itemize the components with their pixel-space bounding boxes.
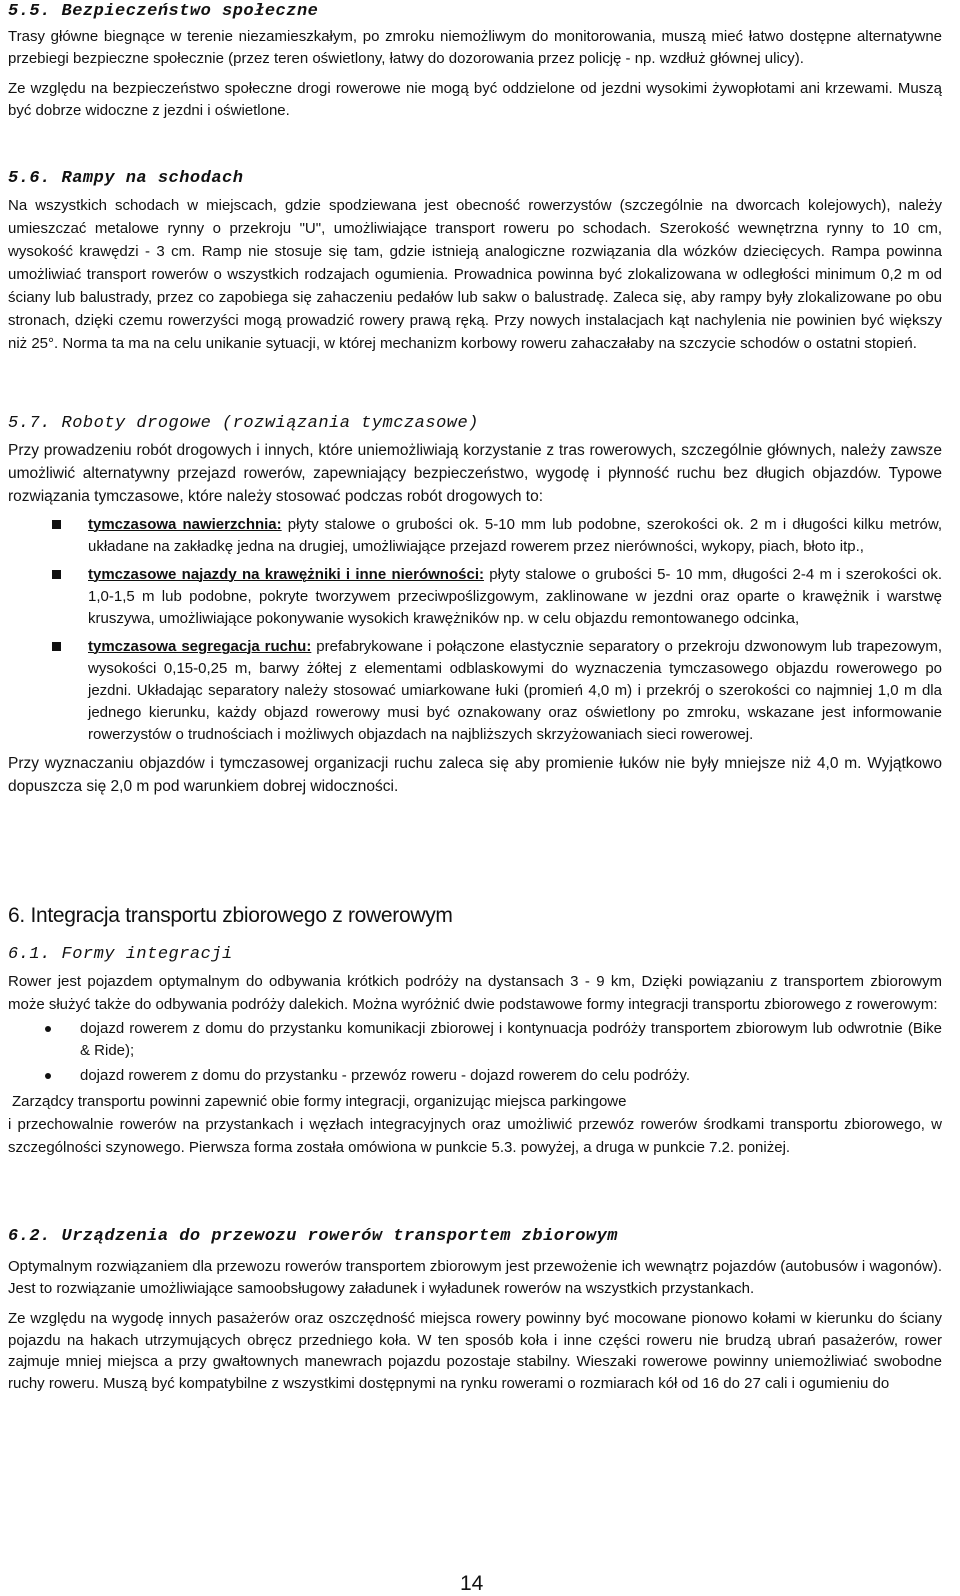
section-heading: 5.6. Rampy na schodach [8,169,244,188]
section-5-6 [8,168,942,355]
paragraph: Przy wyznaczaniu objazdów i tymczasowej organizacji ruchu zaleca się aby promienie łuków nie były mniejsze niż 4,0 m. Wyjątkowo dopuszcza się 2,0 m pod warunkiem dobrej widoczności. [8,755,942,795]
chapter-title: 6. Integracja transportu zbiorowego z rowerowym [8,904,453,927]
square-bullet-icon [52,520,61,529]
list-item-text: dojazd rowerem z domu do przystanku - przewóz roweru - dojazd rowerem do celu podróży. [80,1067,690,1084]
list-item [8,1065,942,1087]
paragraph: Ze względu na bezpieczeństwo społeczne drogi rowerowe nie mogą być oddzielone od jezdni wysokimi żywopłotami ani krzewami. Muszą być dobrze widoczne z jezdni i oświetlone. [8,80,942,119]
paragraph: Zarządcy transportu powinni zapewnić obie formy integracji, organizując miejsca parkingowe [12,1093,627,1110]
integration-forms-list [8,1018,942,1087]
section-6-1 [8,944,942,1159]
section-heading: 5.7. Roboty drogowe (rozwiązania tymczasowe) [8,414,479,433]
list-item [8,636,942,746]
solutions-list [8,514,942,746]
paragraph: Ze względu na wygodę innych pasażerów oraz oszczędność miejsca rowery powinny być mocowane pionowo kołami w kierunku do ściany pojazdu na hakach utrzymujących obręcz przedniego koła. W ten sposób koła i inne części roweru nie brudzą ubrań pasażerów, rower zajmuje mniej miejsca a przy gwałtownych manewrach pojazdu pozostaje stabilny. Wieszaki rowerowe powinny uniemożliwiać swobodne ruchy roweru. Muszą być kompatybilne z wszystkimi dostępnymi na rynku rowerami o rozmiarach kół od 16 do 27 cali i ogumieniu do [8,1310,942,1392]
paragraph: Optymalnym rozwiązaniem dla przewozu rowerów transportem zbiorowym jest przewożenie ich wewnątrz pojazdów (autobusów i wagonów). Jest to rozwiązanie umożliwiające samoobsługowy załadunek i wyładunek rowerów na wszystkich przystankach. [8,1258,942,1297]
section-5-7 [8,413,942,798]
square-bullet-icon [52,642,61,651]
list-item-term: tymczasowa nawierzchnia: [88,516,282,533]
square-bullet-icon [52,570,61,579]
list-item-text: prefabrykowane i połączone elastycznie separatory o przekroju dzwonowym lub trapezowym, wysokości 0,15-0,25 m, barwy żółtej z elementami odblaskowymi do wyznaczenia tymczasowego objazdu rowerowego po jezdni. Układając separatory należy stosować umiarkowane łuki (promień 4,0 m) i przekrój o szerokości co najmniej 1,0 m dla jednego kierunku, każdy objazd rowerowy musi być oznakowany oraz oświetlony po zmroku, wskazane jest informowanie rowerzystów o trudnościach i możliwych objazdach na najbliższych skrzyżowaniach sieci rowerowej. [88,638,942,743]
list-item-term: tymczasowe najazdy na krawężniki i inne nierówności: [88,566,484,583]
paragraph: Trasy główne biegnące w terenie niezamieszkałym, po zmroku niemożliwym do monitorowania, muszą mieć łatwo dostępne alternatywne przebiegi bezpieczne społecznie (przez teren oświetlony, łatwy do dozorowania przez policję - np. wzdłuż głównej ulicy). [8,28,942,67]
page-number: 14 [460,1572,484,1595]
round-bullet-icon [45,1026,51,1032]
list-item [8,514,942,558]
list-item-text: płyty stalowe o grubości 5- 10 mm, długości 2-4 m i szerokości ok. 1,0-1,5 m lub podobne, pokryte tworzywem przeciwpoślizgowym, zaklinowane w jezdni oraz oparte o krawężnik i warstwę kruszywa, umożliwiające pokonywanie wysokich krawężników np. w celu objazdu remontowanego odcinka, [88,566,942,627]
section-heading: 6.1. Formy integracji [8,945,233,964]
paragraph: Na wszystkich schodach w miejscach, gdzie spodziewana jest obecność rowerzystów (szczególnie na dworcach kolejowych), należy umieszczać metalowe rynny o przekroju "U", umożliwiające transport roweru po schodach. Szerokość wewnętrzna rynny to 10 cm, wysokość krawędzi - 3 cm. Ramp nie stosuje się tam, gdzie istnieją analogiczne rozwiązania dla wózków dziecięcych. Rampa powinna umożliwiać transport rowerów o wszystkich rodzajach ogumienia. Prowadnica powinna być zlokalizowana w odległości minimum 0,2 m od ściany lub balustrady, przez co zapobiega się zahaczeniu pedałów lub sakw o balustradę. Zaleca się, aby rampy były zlokalizowane po obu stronach, dzięki czemu rowerzyści mogą prowadzić rowery prawą ręką. Przy nowych instalacjach kąt nachylenia nie powinien być większy niż 25°. Norma ta ma na celu unikanie sytuacji, w której mechanizm korbowy roweru zahaczałaby na szczycie schodów o ostatni stopień. [8,197,942,352]
section-5-5 [8,0,942,121]
list-item-text: dojazd rowerem z domu do przystanku komunikacji zbiorowej i kontynuacja podróży transportem zbiorowym lub odwrotnie (Bike & Ride); [80,1020,942,1059]
list-item [8,564,942,630]
paragraph: Rower jest pojazdem optymalnym do odbywania krótkich podróży na dystansach 3 - 9 km, Dzięki powiązaniu z transportem zbiorowym może służyć także do odbywania podróży dalekich. Można wyróżnić dwie podstawowe formy integracji transportu zbiorowego z rowerowym: [8,973,942,1013]
list-item [8,1018,942,1062]
chapter-6 [8,903,942,929]
paragraph: Przy prowadzeniu robót drogowych i innych, które uniemożliwiają korzystanie z tras rowerowych, szczególnie głównych, należy zawsze umożliwić alternatywny przejazd rowerów, zapewniający bezpieczeństwo, wygodę i płynność ruchu bez długich objazdów. Typowe rozwiązania tymczasowe, które należy stosować podczas robót drogowych to: [8,442,942,505]
list-item-text: płyty stalowe o grubości ok. 5-10 mm lub podobne, szerokości ok. 2 m i długości kilku metrów, układane na zakładkę jedna na drugiej, umożliwiające przejazd rowerem przez nierówności, wykopy, piach, błoto itp., [88,516,943,555]
round-bullet-icon [45,1073,51,1079]
paragraph: i przechowalnie rowerów na przystankach i węzłach integracyjnych oraz umożliwić przewóz rowerów środkami transportu zbiorowego, w szczególności szynowego. Pierwsza forma została omówiona w punkcie 5.3. powyżej, a druga w punkcie 7.2. poniżej. [8,1116,942,1156]
section-heading: 6.2. Urządzenia do przewozu rowerów transportem zbiorowym [8,1227,618,1246]
list-item-term: tymczasowa segregacja ruchu: [88,638,312,655]
section-6-2 [8,1226,942,1394]
section-heading: 5.5. Bezpieczeństwo społeczne [8,2,319,21]
